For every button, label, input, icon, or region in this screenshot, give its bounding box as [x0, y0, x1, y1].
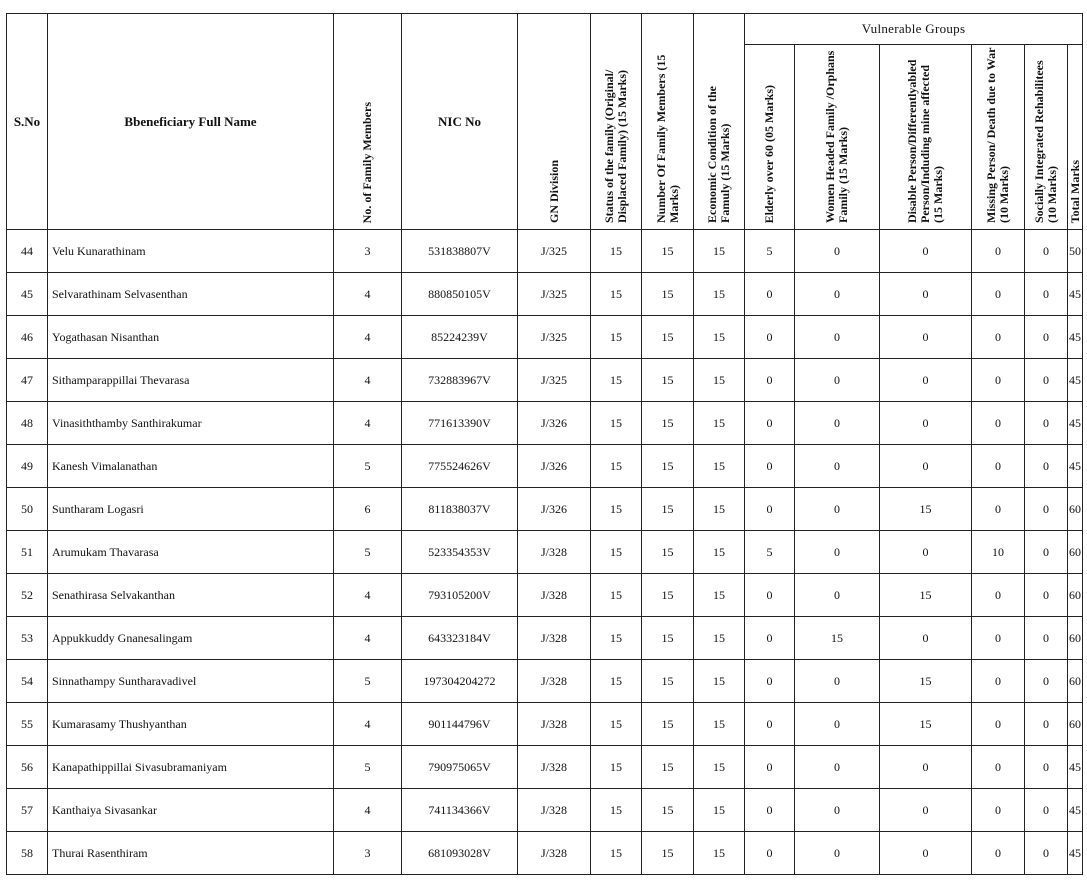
table-row — [7, 273, 1083, 316]
women-headed-cell: 0 — [795, 574, 880, 617]
header-socially — [1025, 45, 1068, 230]
women-headed-cell: 0 — [795, 789, 880, 832]
header-women-headed-label: Women Headed Family /Orphans Family (15 Marks) — [823, 50, 850, 223]
nic-cell: 531838807V — [402, 230, 518, 273]
socially-cell: 0 — [1025, 746, 1068, 789]
gn-division-cell: J/328 — [518, 531, 591, 574]
total-cell: 60 — [1068, 488, 1083, 531]
name-cell: Suntharam Logasri — [48, 488, 334, 531]
elderly-cell: 0 — [745, 574, 795, 617]
women-headed-cell: 0 — [795, 316, 880, 359]
elderly-cell: 0 — [745, 316, 795, 359]
total-cell: 45 — [1068, 445, 1083, 488]
family-members-cell: 5 — [334, 445, 402, 488]
sno-cell: 49 — [7, 445, 48, 488]
header-women-headed — [795, 45, 880, 230]
nic-cell: 741134366V — [402, 789, 518, 832]
elderly-cell: 0 — [745, 789, 795, 832]
num-members-cell: 15 — [642, 359, 694, 402]
nic-cell: 811838037V — [402, 488, 518, 531]
sno-cell: 47 — [7, 359, 48, 402]
economic-cell: 15 — [694, 789, 745, 832]
missing-cell: 0 — [972, 316, 1025, 359]
economic-cell: 15 — [694, 273, 745, 316]
beneficiary-table — [6, 13, 1083, 875]
header-elderly — [745, 45, 795, 230]
socially-cell: 0 — [1025, 703, 1068, 746]
status-cell: 15 — [591, 316, 642, 359]
table-row — [7, 703, 1083, 746]
socially-cell: 0 — [1025, 531, 1068, 574]
women-headed-cell: 0 — [795, 359, 880, 402]
status-cell: 15 — [591, 359, 642, 402]
status-cell: 15 — [591, 703, 642, 746]
status-cell: 15 — [591, 746, 642, 789]
num-members-cell: 15 — [642, 832, 694, 875]
header-disable-label: Disable Person/Differentlyabled Person/Induding mine affected (15 Marks) — [905, 59, 945, 223]
economic-cell: 15 — [694, 316, 745, 359]
disable-cell: 0 — [880, 273, 972, 316]
gn-division-cell: J/328 — [518, 832, 591, 875]
header-status-label: Status of the family (Original/ Displaced Family) (15 Marks) — [602, 69, 629, 223]
name-cell: Yogathasan Nisanthan — [48, 316, 334, 359]
nic-cell: 85224239V — [402, 316, 518, 359]
disable-cell: 15 — [880, 703, 972, 746]
num-members-cell: 15 — [642, 617, 694, 660]
economic-cell: 15 — [694, 359, 745, 402]
women-headed-cell: 0 — [795, 531, 880, 574]
missing-cell: 0 — [972, 746, 1025, 789]
elderly-cell: 0 — [745, 660, 795, 703]
sno-cell: 53 — [7, 617, 48, 660]
status-cell: 15 — [591, 230, 642, 273]
status-cell: 15 — [591, 789, 642, 832]
women-headed-cell: 0 — [795, 445, 880, 488]
elderly-cell: 0 — [745, 832, 795, 875]
nic-cell: 681093028V — [402, 832, 518, 875]
nic-cell: 793105200V — [402, 574, 518, 617]
family-members-cell: 4 — [334, 703, 402, 746]
gn-division-cell: J/326 — [518, 488, 591, 531]
header-num-members-label: Number Of Family Members (15 Marks) — [653, 54, 681, 223]
socially-cell: 0 — [1025, 488, 1068, 531]
missing-cell: 0 — [972, 402, 1025, 445]
total-cell: 60 — [1068, 703, 1083, 746]
total-cell: 45 — [1068, 402, 1083, 445]
missing-cell: 0 — [972, 445, 1025, 488]
missing-cell: 0 — [972, 574, 1025, 617]
women-headed-cell: 15 — [795, 617, 880, 660]
name-cell: Sinnathampy Suntharavadivel — [48, 660, 334, 703]
header-vulnerable-groups: Vulnerable Groups — [745, 14, 1083, 45]
elderly-cell: 0 — [745, 359, 795, 402]
header-total-label: Total Marks — [1067, 159, 1082, 223]
missing-cell: 0 — [972, 488, 1025, 531]
total-cell: 60 — [1068, 574, 1083, 617]
missing-cell: 0 — [972, 660, 1025, 703]
economic-cell: 15 — [694, 402, 745, 445]
women-headed-cell: 0 — [795, 402, 880, 445]
women-headed-cell: 0 — [795, 230, 880, 273]
name-cell: Sithamparappillai Thevarasa — [48, 359, 334, 402]
socially-cell: 0 — [1025, 832, 1068, 875]
sno-cell: 54 — [7, 660, 48, 703]
table-row — [7, 316, 1083, 359]
sno-cell: 44 — [7, 230, 48, 273]
nic-cell: 197304204272 — [402, 660, 518, 703]
socially-cell: 0 — [1025, 789, 1068, 832]
elderly-cell: 0 — [745, 273, 795, 316]
disable-cell: 0 — [880, 359, 972, 402]
elderly-cell: 5 — [745, 230, 795, 273]
socially-cell: 0 — [1025, 574, 1068, 617]
family-members-cell: 4 — [334, 359, 402, 402]
nic-cell: 732883967V — [402, 359, 518, 402]
economic-cell: 15 — [694, 832, 745, 875]
table-row — [7, 746, 1083, 789]
name-cell: Senathirasa Selvakanthan — [48, 574, 334, 617]
status-cell: 15 — [591, 531, 642, 574]
sno-cell: 45 — [7, 273, 48, 316]
total-cell: 50 — [1068, 230, 1083, 273]
table-row — [7, 617, 1083, 660]
table-row — [7, 660, 1083, 703]
total-cell: 60 — [1068, 617, 1083, 660]
disable-cell: 15 — [880, 488, 972, 531]
num-members-cell: 15 — [642, 316, 694, 359]
socially-cell: 0 — [1025, 316, 1068, 359]
total-cell: 45 — [1068, 273, 1083, 316]
socially-cell: 0 — [1025, 617, 1068, 660]
gn-division-cell: J/328 — [518, 789, 591, 832]
sno-cell: 48 — [7, 402, 48, 445]
sno-cell: 56 — [7, 746, 48, 789]
economic-cell: 15 — [694, 746, 745, 789]
socially-cell: 0 — [1025, 660, 1068, 703]
table-row — [7, 832, 1083, 875]
gn-division-cell: J/328 — [518, 660, 591, 703]
elderly-cell: 0 — [745, 617, 795, 660]
family-members-cell: 4 — [334, 402, 402, 445]
gn-division-cell: J/328 — [518, 746, 591, 789]
num-members-cell: 15 — [642, 445, 694, 488]
header-family-members — [334, 14, 402, 230]
name-cell: Appukkuddy Gnanesalingam — [48, 617, 334, 660]
total-cell: 45 — [1068, 359, 1083, 402]
sno-cell: 58 — [7, 832, 48, 875]
economic-cell: 15 — [694, 574, 745, 617]
table-row — [7, 789, 1083, 832]
total-cell: 60 — [1068, 531, 1083, 574]
header-economic — [694, 14, 745, 230]
status-cell: 15 — [591, 574, 642, 617]
header-sno: S.No — [7, 14, 48, 230]
header-missing-label: Missing Person/ Death due to War (10 Marks) — [984, 47, 1011, 223]
num-members-cell: 15 — [642, 746, 694, 789]
missing-cell: 0 — [972, 359, 1025, 402]
missing-cell: 0 — [972, 230, 1025, 273]
name-cell: Vinasiththamby Santhirakumar — [48, 402, 334, 445]
sno-cell: 55 — [7, 703, 48, 746]
header-nic: NIC No — [402, 14, 518, 230]
header-socially-label: Socially Integrated Rehabilitees (10 Marks) — [1032, 60, 1059, 223]
family-members-cell: 3 — [334, 832, 402, 875]
nic-cell: 790975065V — [402, 746, 518, 789]
table-row — [7, 402, 1083, 445]
header-missing — [972, 45, 1025, 230]
sno-cell: 57 — [7, 789, 48, 832]
socially-cell: 0 — [1025, 273, 1068, 316]
women-headed-cell: 0 — [795, 832, 880, 875]
num-members-cell: 15 — [642, 531, 694, 574]
missing-cell: 0 — [972, 617, 1025, 660]
gn-division-cell: J/325 — [518, 230, 591, 273]
disable-cell: 0 — [880, 316, 972, 359]
women-headed-cell: 0 — [795, 703, 880, 746]
beneficiary-table-sheet — [6, 13, 1083, 875]
elderly-cell: 0 — [745, 703, 795, 746]
gn-division-cell: J/325 — [518, 273, 591, 316]
nic-cell: 901144796V — [402, 703, 518, 746]
status-cell: 15 — [591, 445, 642, 488]
name-cell: Selvarathinam Selvasenthan — [48, 273, 334, 316]
disable-cell: 0 — [880, 617, 972, 660]
total-cell: 45 — [1068, 832, 1083, 875]
status-cell: 15 — [591, 617, 642, 660]
table-row — [7, 488, 1083, 531]
gn-division-cell: J/325 — [518, 316, 591, 359]
status-cell: 15 — [591, 832, 642, 875]
gn-division-cell: J/325 — [518, 359, 591, 402]
total-cell: 45 — [1068, 789, 1083, 832]
missing-cell: 0 — [972, 789, 1025, 832]
num-members-cell: 15 — [642, 789, 694, 832]
socially-cell: 0 — [1025, 402, 1068, 445]
sno-cell: 52 — [7, 574, 48, 617]
family-members-cell: 4 — [334, 574, 402, 617]
family-members-cell: 4 — [334, 316, 402, 359]
socially-cell: 0 — [1025, 445, 1068, 488]
table-row — [7, 230, 1083, 273]
economic-cell: 15 — [694, 703, 745, 746]
economic-cell: 15 — [694, 531, 745, 574]
disable-cell: 15 — [880, 574, 972, 617]
total-cell: 45 — [1068, 746, 1083, 789]
disable-cell: 0 — [880, 789, 972, 832]
family-members-cell: 4 — [334, 789, 402, 832]
nic-cell: 771613390V — [402, 402, 518, 445]
economic-cell: 15 — [694, 617, 745, 660]
num-members-cell: 15 — [642, 230, 694, 273]
nic-cell: 775524626V — [402, 445, 518, 488]
header-status — [591, 14, 642, 230]
socially-cell: 0 — [1025, 230, 1068, 273]
gn-division-cell: J/328 — [518, 574, 591, 617]
table-row — [7, 445, 1083, 488]
women-headed-cell: 0 — [795, 488, 880, 531]
economic-cell: 15 — [694, 660, 745, 703]
status-cell: 15 — [591, 402, 642, 445]
name-cell: Thurai Rasenthiram — [48, 832, 334, 875]
women-headed-cell: 0 — [795, 660, 880, 703]
disable-cell: 0 — [880, 230, 972, 273]
economic-cell: 15 — [694, 488, 745, 531]
header-total — [1068, 45, 1083, 230]
family-members-cell: 5 — [334, 746, 402, 789]
num-members-cell: 15 — [642, 273, 694, 316]
family-members-cell: 4 — [334, 617, 402, 660]
elderly-cell: 0 — [745, 445, 795, 488]
nic-cell: 523354353V — [402, 531, 518, 574]
num-members-cell: 15 — [642, 703, 694, 746]
header-elderly-label: Elderly over 60 (05 Marks) — [762, 84, 776, 223]
missing-cell: 10 — [972, 531, 1025, 574]
elderly-cell: 0 — [745, 488, 795, 531]
family-members-cell: 5 — [334, 660, 402, 703]
name-cell: Kanthaiya Sivasankar — [48, 789, 334, 832]
name-cell: Arumukam Thavarasa — [48, 531, 334, 574]
disable-cell: 0 — [880, 402, 972, 445]
name-cell: Kanesh Vimalanathan — [48, 445, 334, 488]
num-members-cell: 15 — [642, 402, 694, 445]
sno-cell: 50 — [7, 488, 48, 531]
name-cell: Kumarasamy Thushyanthan — [48, 703, 334, 746]
sno-cell: 46 — [7, 316, 48, 359]
name-cell: Velu Kunarathinam — [48, 230, 334, 273]
gn-division-cell: J/328 — [518, 617, 591, 660]
table-row — [7, 531, 1083, 574]
family-members-cell: 5 — [334, 531, 402, 574]
family-members-cell: 3 — [334, 230, 402, 273]
name-cell: Kanapathippillai Sivasubramaniyam — [48, 746, 334, 789]
socially-cell: 0 — [1025, 359, 1068, 402]
gn-division-cell: J/328 — [518, 703, 591, 746]
status-cell: 15 — [591, 488, 642, 531]
table-row — [7, 359, 1083, 402]
disable-cell: 15 — [880, 660, 972, 703]
table-body — [7, 230, 1083, 875]
economic-cell: 15 — [694, 445, 745, 488]
sno-cell: 51 — [7, 531, 48, 574]
header-gn-division — [518, 14, 591, 230]
elderly-cell: 5 — [745, 531, 795, 574]
header-economic-label: Economic Condition of the Famuly (15 Marks) — [705, 85, 732, 223]
status-cell: 15 — [591, 273, 642, 316]
disable-cell: 0 — [880, 445, 972, 488]
table-row — [7, 574, 1083, 617]
header-gn-division-label: GN Division — [546, 159, 561, 223]
total-cell: 45 — [1068, 316, 1083, 359]
header-name: Bbeneficiary Full Name — [48, 14, 334, 230]
header-disable — [880, 45, 972, 230]
header-num-members — [642, 14, 694, 230]
header-family-members-label: No. of Family Members — [360, 101, 374, 223]
missing-cell: 0 — [972, 703, 1025, 746]
nic-cell: 880850105V — [402, 273, 518, 316]
family-members-cell: 4 — [334, 273, 402, 316]
gn-division-cell: J/326 — [518, 402, 591, 445]
women-headed-cell: 0 — [795, 746, 880, 789]
missing-cell: 0 — [972, 273, 1025, 316]
elderly-cell: 0 — [745, 746, 795, 789]
status-cell: 15 — [591, 660, 642, 703]
elderly-cell: 0 — [745, 402, 795, 445]
missing-cell: 0 — [972, 832, 1025, 875]
num-members-cell: 15 — [642, 574, 694, 617]
disable-cell: 0 — [880, 531, 972, 574]
women-headed-cell: 0 — [795, 273, 880, 316]
gn-division-cell: J/326 — [518, 445, 591, 488]
disable-cell: 0 — [880, 832, 972, 875]
family-members-cell: 6 — [334, 488, 402, 531]
nic-cell: 643323184V — [402, 617, 518, 660]
economic-cell: 15 — [694, 230, 745, 273]
num-members-cell: 15 — [642, 488, 694, 531]
num-members-cell: 15 — [642, 660, 694, 703]
disable-cell: 0 — [880, 746, 972, 789]
total-cell: 60 — [1068, 660, 1083, 703]
